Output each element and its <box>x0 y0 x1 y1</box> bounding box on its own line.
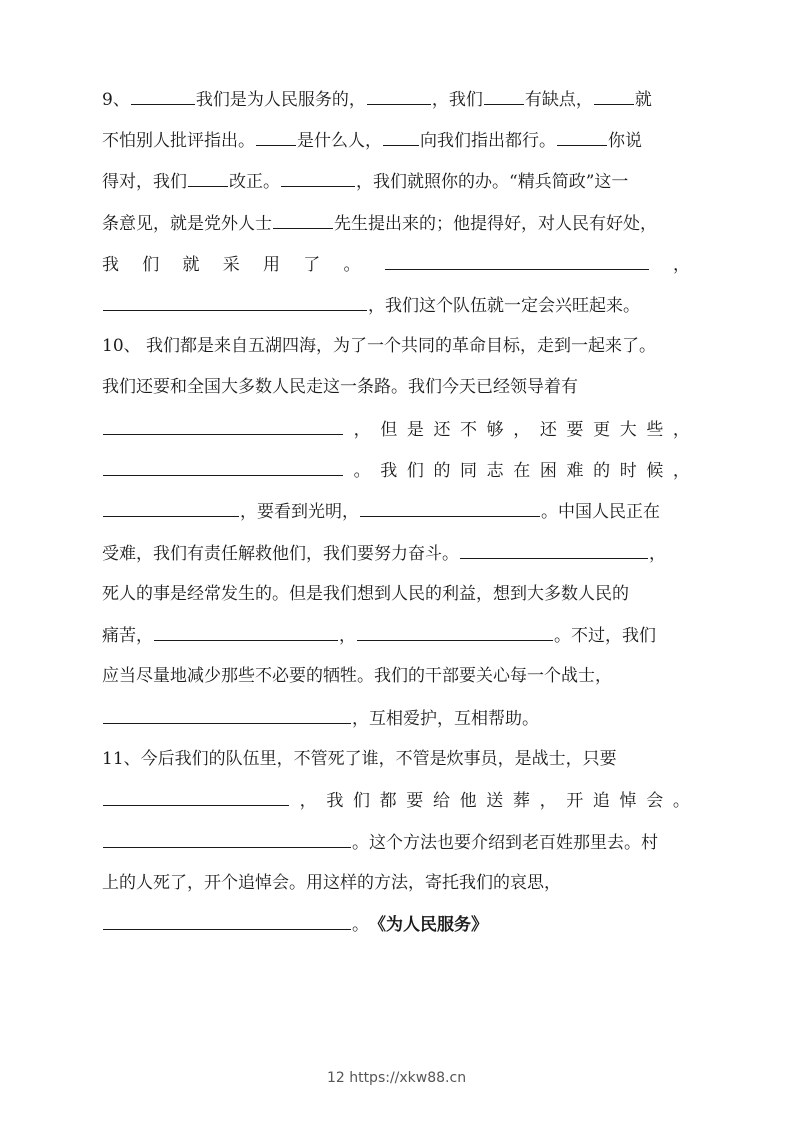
text-segment: 们 <box>406 461 424 481</box>
text-segment: 葬 <box>512 791 530 811</box>
text-line <box>102 746 690 772</box>
text-segment: 送 <box>486 791 504 811</box>
text-segment: 向我们指出都行。 <box>420 131 556 151</box>
text-line <box>102 705 690 731</box>
text-segment: ，我们 <box>431 90 483 110</box>
text-segment: 用 <box>263 255 280 275</box>
text-segment: 开 <box>566 791 584 811</box>
text-segment: 先生提出来的；他提得好，对人民有好处， <box>334 214 657 234</box>
text-segment: ， <box>649 544 666 564</box>
fill-in-blank[interactable] <box>154 622 338 641</box>
text-segment: 时 <box>619 461 637 481</box>
fill-in-blank[interactable] <box>256 127 296 146</box>
text-segment: 我们是为人民服务的， <box>195 90 366 110</box>
fill-in-blank[interactable] <box>103 457 343 476</box>
fill-in-blank[interactable] <box>383 127 419 146</box>
fill-in-blank[interactable] <box>360 498 540 517</box>
text-segment: ，我们这个队伍就一定会兴旺起来。 <box>368 296 640 316</box>
text-line <box>102 787 690 813</box>
text-segment: 大 <box>619 420 637 440</box>
fill-in-blank[interactable] <box>131 86 195 105</box>
text-segment: 够 <box>486 420 504 440</box>
text-line <box>102 829 690 855</box>
text-segment: 都 <box>379 791 397 811</box>
text-segment: 应当尽量地减少那些不必要的牺牲。我们的干部要关心每一个战士， <box>102 666 612 686</box>
text-segment: 志 <box>486 461 504 481</box>
text-line <box>102 333 690 359</box>
text-segment: 困 <box>539 461 557 481</box>
text-line <box>102 581 690 607</box>
fill-in-blank[interactable] <box>273 210 333 229</box>
fill-in-blank[interactable] <box>557 127 607 146</box>
fill-in-blank[interactable] <box>103 829 351 848</box>
text-segment: 上的人死了，开个追悼会。用这样的方法，寄托我们的哀思， <box>102 873 561 893</box>
text-segment: ，互相爱护，互相帮助。 <box>352 709 539 729</box>
text-segment: 在 <box>513 461 531 481</box>
text-segment: 就 <box>634 90 652 110</box>
text-segment: 受难，我们有责任解救他们，我们要努力奋斗。 <box>102 544 459 564</box>
fill-in-blank[interactable] <box>103 911 351 930</box>
text-segment: ，我们就照你的办。“精兵简政”这一 <box>356 172 629 192</box>
text-segment: 我们还要和全国大多数人民走这一条路。我们今天已经领导着有 <box>102 377 578 397</box>
text-segment: 。 <box>352 915 369 935</box>
text-segment: 但 <box>380 420 398 440</box>
text-segment: 要 <box>566 420 584 440</box>
text-segment: 是 <box>406 420 424 440</box>
text-segment: 候 <box>646 461 664 481</box>
text-line <box>102 416 690 442</box>
text-segment: ， <box>672 461 690 481</box>
text-segment: 采 <box>222 255 240 275</box>
text-segment: 还 <box>433 420 451 440</box>
text-line <box>102 374 690 400</box>
fill-in-blank[interactable] <box>103 498 239 517</box>
text-segment: 改正。 <box>229 172 280 192</box>
text-segment: ， <box>672 420 690 440</box>
text-segment: 死人的事是经常发生的。但是我们想到人民的利益，想到大多数人民的 <box>102 584 629 604</box>
text-segment: 你说 <box>608 131 642 151</box>
text-line <box>102 663 690 689</box>
text-segment: 们 <box>352 791 370 811</box>
text-segment: 我 <box>102 255 119 275</box>
text-segment: 。不过，我们 <box>554 626 656 646</box>
text-line <box>102 540 690 566</box>
text-segment: ， <box>353 420 371 440</box>
fill-in-blank[interactable] <box>103 787 289 806</box>
text-segment: 得对，我们 <box>102 172 187 192</box>
fill-in-blank[interactable] <box>460 540 648 559</box>
text-segment: ， <box>339 626 356 646</box>
text-line <box>102 86 690 112</box>
text-segment: 条意见，就是党外人士 <box>102 214 272 234</box>
text-segment: 的 <box>593 461 611 481</box>
text-segment: 就 <box>182 255 200 275</box>
source-title: 《为人民服务》 <box>369 915 488 935</box>
text-segment: ， <box>299 791 317 811</box>
fill-in-blank[interactable] <box>484 86 524 105</box>
text-segment: 我 <box>326 791 344 811</box>
page-footer: 12 https://xkw88.cn <box>326 1070 467 1086</box>
text-line <box>102 870 690 896</box>
text-segment: 要 <box>406 791 424 811</box>
text-line <box>102 127 690 153</box>
fill-in-blank[interactable] <box>103 705 351 724</box>
fill-in-blank[interactable] <box>385 251 649 270</box>
text-segment: 给 <box>432 791 450 811</box>
text-segment: 些 <box>646 420 664 440</box>
fill-in-blank[interactable] <box>103 416 343 435</box>
text-segment: 。中国人民正在 <box>541 502 660 522</box>
text-line <box>102 168 690 194</box>
fill-in-blank[interactable] <box>281 168 355 187</box>
text-segment: 还 <box>539 420 557 440</box>
text-segment: 9、 <box>102 90 130 110</box>
text-segment: 会 <box>646 791 664 811</box>
text-segment: ，要看到光明， <box>240 502 359 522</box>
text-line <box>102 292 690 318</box>
text-segment: ， <box>673 255 690 275</box>
fill-in-blank[interactable] <box>188 168 228 187</box>
text-segment: 。 <box>343 255 361 275</box>
text-segment: 他 <box>459 791 477 811</box>
text-segment: 。 <box>353 461 371 481</box>
fill-in-blank[interactable] <box>594 86 634 105</box>
text-segment: 的 <box>433 461 451 481</box>
text-segment: 更 <box>593 420 611 440</box>
text-line <box>102 498 690 524</box>
text-line <box>102 251 690 277</box>
text-segment: 们 <box>142 255 160 275</box>
text-line <box>102 622 690 648</box>
text-segment: 痛苦， <box>102 626 153 646</box>
text-segment: 了 <box>303 255 321 275</box>
text-segment: 11、今后我们的队伍里，不管死了谁，不管是炊事员，是战士，只要 <box>102 749 617 769</box>
text-segment: 悼 <box>619 791 637 811</box>
text-line <box>102 911 690 937</box>
text-segment: 追 <box>592 791 610 811</box>
fill-in-blank[interactable] <box>103 292 367 311</box>
text-segment: 有缺点， <box>524 90 593 110</box>
text-line <box>102 210 690 236</box>
text-line <box>102 457 690 483</box>
text-segment: 是什么人， <box>297 131 382 151</box>
text-segment: 我 <box>380 461 398 481</box>
text-segment: 。这个方法也要介绍到老百姓那里去。村 <box>352 833 658 853</box>
fill-in-blank[interactable] <box>367 86 431 105</box>
fill-in-blank[interactable] <box>357 622 553 641</box>
text-segment: 。 <box>672 791 690 811</box>
text-segment: ， <box>513 420 531 440</box>
text-segment: 10、 我们都是来自五湖四海，为了一个共同的革命目标，走到一起来了。 <box>102 336 657 356</box>
text-segment: ， <box>539 791 557 811</box>
text-segment: 不怕别人批评指出。 <box>102 131 255 151</box>
text-segment: 不 <box>460 420 478 440</box>
text-segment: 难 <box>566 461 584 481</box>
text-segment: 同 <box>460 461 478 481</box>
